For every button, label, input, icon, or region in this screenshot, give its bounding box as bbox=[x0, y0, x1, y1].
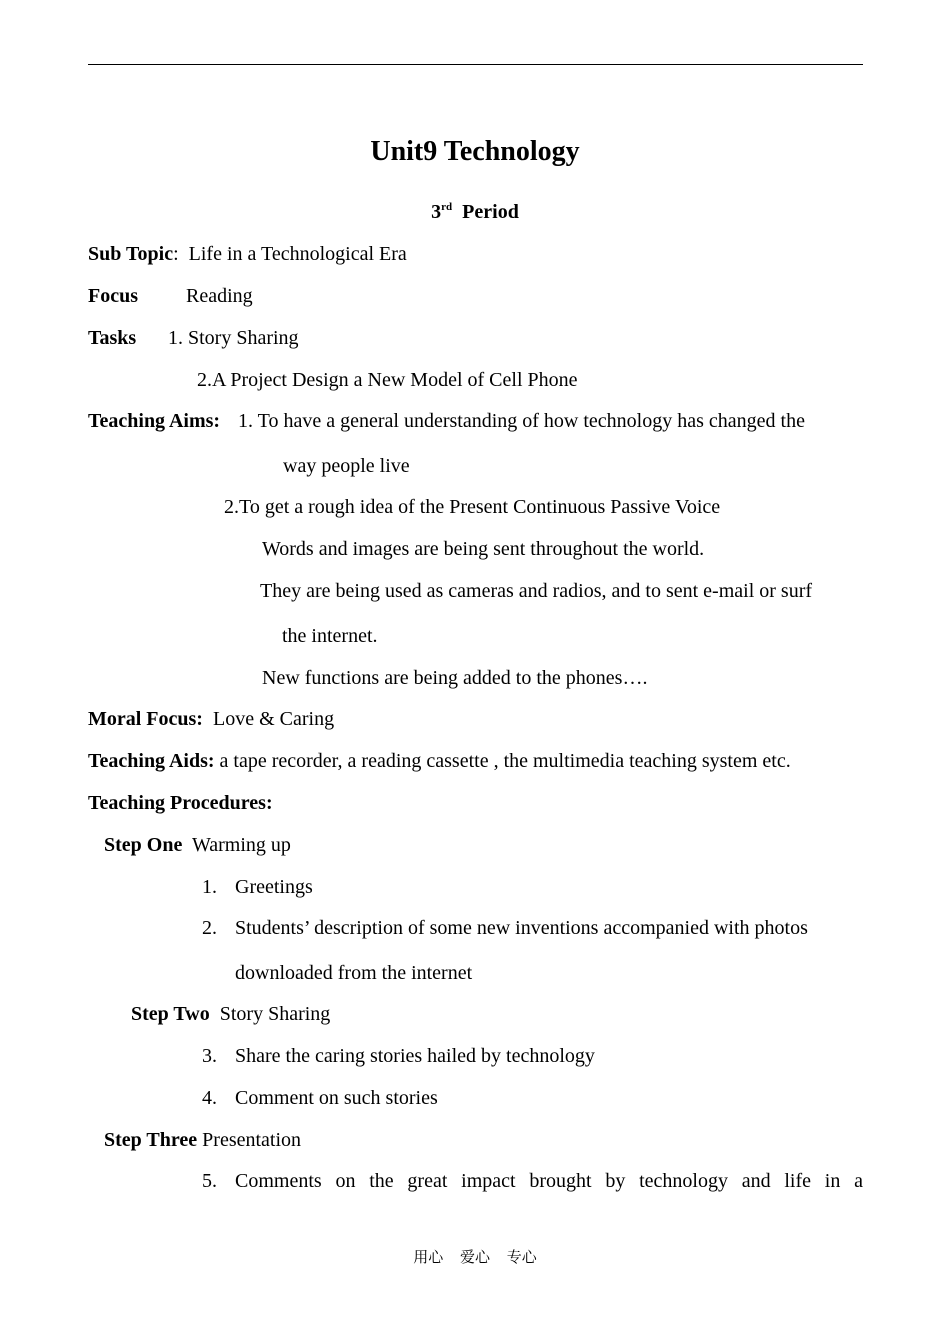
aim-1-line-1: 1. To have a general understanding of how technology has changed the bbox=[238, 410, 805, 432]
focus-value: Reading bbox=[186, 285, 253, 307]
list-item: Students’ description of some new inventions accompanied with photos bbox=[235, 917, 808, 939]
teaching-aids-line bbox=[88, 749, 791, 773]
period-heading bbox=[0, 200, 950, 224]
focus-label: Focus bbox=[88, 285, 138, 307]
example-2: They are being used as cameras and radios, and to sent e-mail or surf bbox=[260, 580, 813, 602]
example-2-cont: the internet. bbox=[282, 625, 378, 647]
teaching-aids-value: a tape recorder, a reading cassette , the multimedia teaching system etc. bbox=[219, 750, 791, 772]
list-item-number: 1. bbox=[202, 876, 217, 898]
period-number: 3 bbox=[431, 201, 442, 223]
list-item-number: 5. bbox=[202, 1170, 217, 1192]
period-label: Period bbox=[462, 201, 519, 223]
page-footer: 用心 爱心 专心 bbox=[413, 1248, 537, 1266]
step-two-title: Story Sharing bbox=[219, 1003, 331, 1025]
task-item-1: 1. Story Sharing bbox=[168, 327, 299, 349]
step-one-title: Warming up bbox=[191, 834, 291, 856]
list-item-number: 4. bbox=[202, 1087, 217, 1109]
document-title: Unit9 Technology bbox=[370, 136, 580, 167]
moral-focus-value: Love & Caring bbox=[212, 708, 335, 730]
task-item-2: 2.A Project Design a New Model of Cell Phone bbox=[197, 369, 578, 391]
step-three-title: Presentation bbox=[202, 1129, 302, 1151]
aim-2: 2.To get a rough idea of the Present Continuous Passive Voice bbox=[224, 496, 721, 518]
step-one bbox=[104, 833, 291, 857]
list-item: Share the caring stories hailed by technology bbox=[235, 1045, 595, 1067]
list-item-number: 2. bbox=[202, 917, 217, 939]
step-one-label: Step One bbox=[104, 834, 183, 856]
moral-focus-line bbox=[88, 707, 334, 731]
teaching-aims-label: Teaching Aims: bbox=[88, 410, 221, 432]
list-item: Comments on the great impact brought by technology and life in a bbox=[235, 1170, 863, 1192]
period-suffix: rd bbox=[441, 201, 453, 213]
teaching-aids-label: Teaching Aids: bbox=[88, 750, 215, 772]
example-1: Words and images are being sent throughout the world. bbox=[262, 538, 705, 560]
tasks-label: Tasks bbox=[88, 327, 137, 349]
header-rule bbox=[88, 64, 863, 65]
procedures-heading: Teaching Procedures: bbox=[88, 792, 273, 814]
list-item: Comment on such stories bbox=[235, 1087, 438, 1109]
sub-topic-value: Life in a Technological Era bbox=[188, 243, 407, 265]
step-three-label: Step Three bbox=[104, 1129, 198, 1151]
moral-focus-label: Moral Focus: bbox=[88, 708, 203, 730]
step-three bbox=[104, 1128, 301, 1152]
list-item: Greetings bbox=[235, 876, 313, 898]
example-3: New functions are being added to the phones…. bbox=[262, 667, 648, 689]
list-item-cont: downloaded from the internet bbox=[235, 962, 473, 984]
aim-1-line-2: way people live bbox=[283, 455, 410, 477]
step-two bbox=[131, 1002, 330, 1026]
sub-topic-label: Sub Topic bbox=[88, 243, 174, 265]
step-two-label: Step Two bbox=[131, 1003, 210, 1025]
list-item-number: 3. bbox=[202, 1045, 217, 1067]
sub-topic-line: Sub Topic: Life in a Technological Era bbox=[88, 243, 407, 265]
